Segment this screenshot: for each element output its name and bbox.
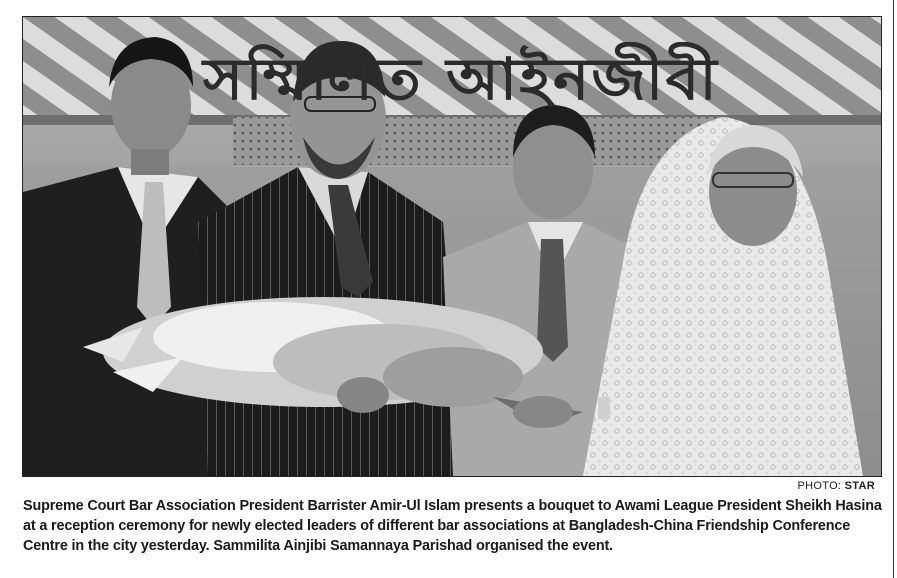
photo-caption: Supreme Court Bar Association President Barrister Amir-Ul Islam presents a bouquet to Awami League President Sheikh Hasina at a reception ceremony for newly elected leaders of different bar associations at Bangladesh-China Friendship Conference Centre in the city yesterday. Sammilita Ainjibi Samannaya Parishad organised the event.	[23, 498, 882, 554]
banner-text: সম্মিলিত আইনজীবী	[203, 45, 719, 113]
news-photograph	[23, 17, 881, 476]
credit-source: STAR	[844, 480, 875, 492]
credit-label: PHOTO:	[797, 480, 845, 492]
photo-illustration	[23, 17, 881, 476]
page-column-rule	[893, 0, 894, 578]
photo-credit	[798, 480, 875, 492]
